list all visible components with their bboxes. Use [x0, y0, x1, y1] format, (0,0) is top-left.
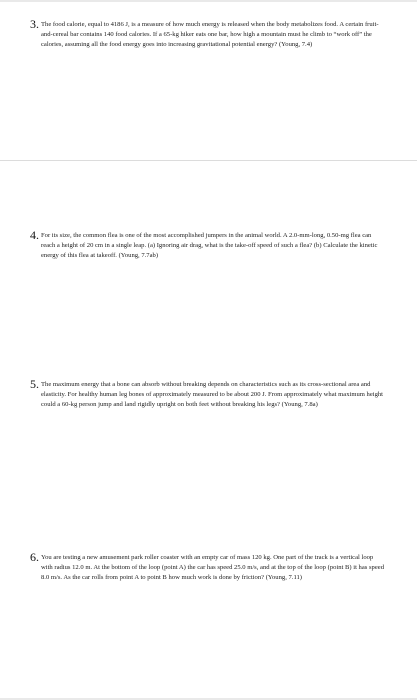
- problem-number: 4.: [30, 228, 39, 242]
- problem-text: The maximum energy that a bone can absorb without breaking depends on characteristics such as its cross-sectional area and elasticity. For healthy human leg bones of approximately measured to be about 200 J. From approximately what maximum height could a 60-kg person jump and land rigidly upright on both feet without breaking his legs? (Young, 7.8a): [41, 381, 384, 409]
- problem-text: You are testing a new amusement park roller coaster with an empty car of mass 120 kg. One part of the track is a vertical loop with radius 12.0 m. At the bottom of the loop (point A) the car has speed 25.0 m/s, and at the top of the loop (point B) it has speed 8.0 m/s. As the car rolls from point A to point B how much work is done by friction? (Young, 7.11): [41, 554, 385, 582]
- problem-3: [30, 17, 385, 51]
- page-break-line: [0, 160, 417, 161]
- problem-4: [30, 228, 385, 262]
- problem-5: [30, 377, 385, 411]
- problem-text: For its size, the common flea is one of the most accomplished jumpers in the animal world. A 2.0-mm-long, 0.50-mg flea can reach a height of 20 cm in a single leap. (a) Ignoring air drag, what is the take-off speed of such a flea? (b) Calculate the kinetic energy of this flea at takeoff. (Young, 7.7ab): [41, 232, 378, 260]
- problem-text: The food calorie, equal to 4186 J, is a measure of how much energy is released when the body metabolizes food. A certain fruit-and-cereal bar contains 140 food calories. If a 65-kg hiker eats one bar, how high a mountain must he climb to “work off” the calories, assuming all the food energy goes into increasing gravitational potential energy? (Young, 7.4): [41, 21, 379, 49]
- problem-6: [30, 550, 385, 584]
- problem-number: 5.: [30, 377, 39, 391]
- problem-number: 6.: [30, 550, 39, 564]
- problem-number: 3.: [30, 17, 39, 31]
- page-top-edge: [0, 0, 417, 2]
